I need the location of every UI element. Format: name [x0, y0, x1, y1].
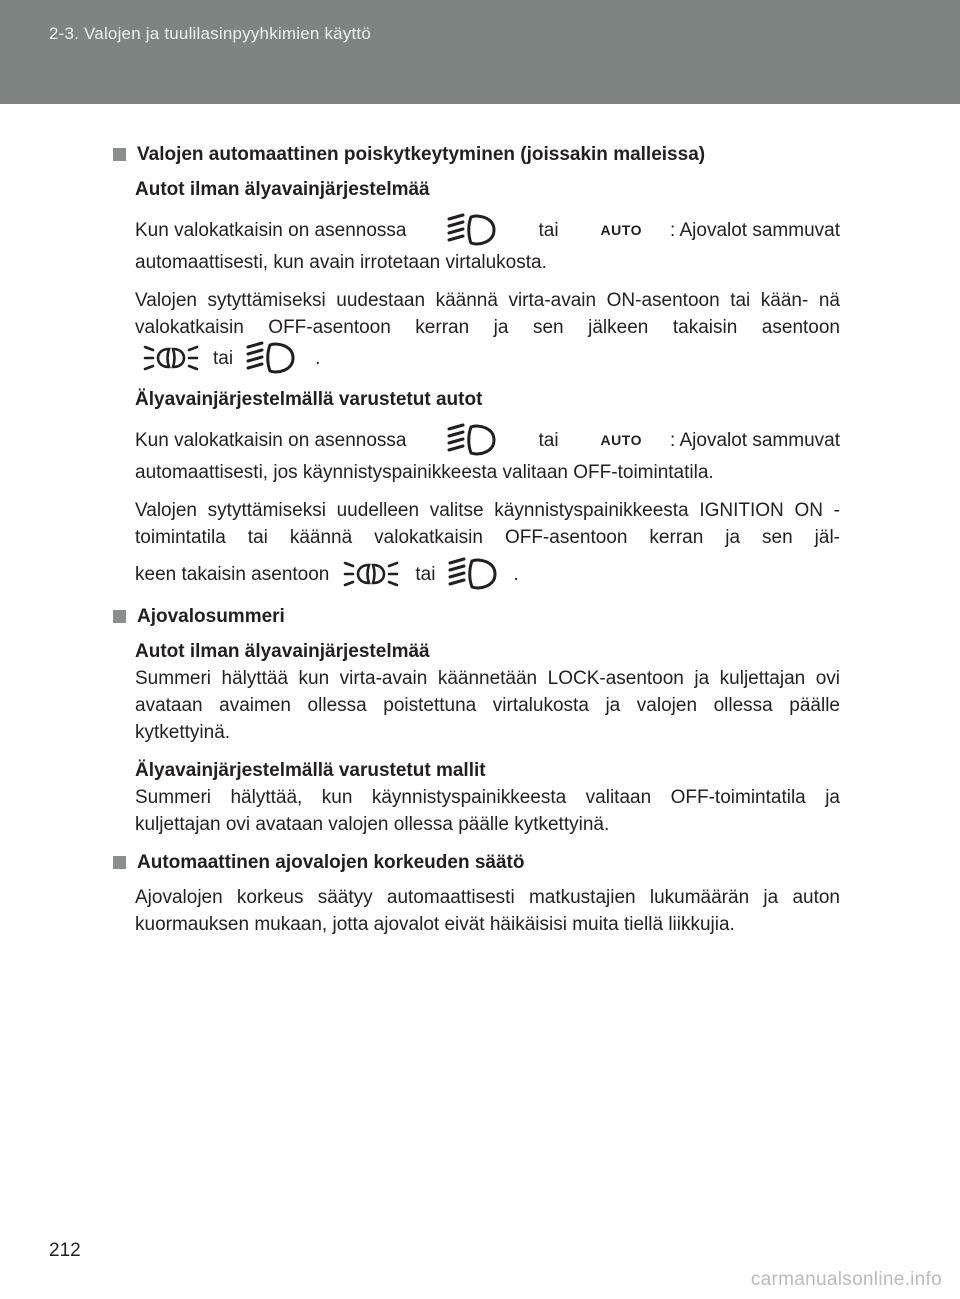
auto-indicator: AUTO [600, 431, 642, 448]
text: keen takaisin asentoon [135, 563, 330, 585]
paragraph-line [135, 213, 840, 247]
subheading: Autot ilman älyavainjärjestelmää [135, 641, 430, 662]
headlight-icon [245, 341, 297, 375]
paragraph-line [135, 423, 840, 457]
section-bullet-icon [113, 610, 126, 623]
text: tai [213, 347, 234, 369]
text: Kun valokatkaisin on asennossa [135, 429, 407, 451]
parking-light-icon [343, 557, 399, 591]
section-body-leveling [113, 884, 840, 938]
subheading: Älyavainjärjestelmällä varustetut mallit [135, 760, 486, 781]
section-heading-buzzer [113, 603, 840, 630]
section-title: Automaattinen ajovalojen korkeuden säätö [137, 852, 525, 873]
paragraph: automaattisesti, kun avain irrotetaan virtalukosta. [135, 252, 547, 273]
text: tai [415, 563, 436, 585]
section-title: Ajovalosummeri [137, 606, 285, 627]
subheading: Älyavainjärjestelmällä varustetut autot [135, 389, 483, 410]
paragraph: Summeri hälyttää kun virta-avain käännetään LOCK-asentoon ja kuljettajan ovi avataan avaimen ollessa poistettuna virtalukosta ja valojen ollessa päälle kytkettyinä. [135, 668, 840, 743]
section-heading-auto-off [113, 141, 840, 168]
section-body-buzzer [113, 638, 840, 838]
headlight-icon [446, 213, 498, 247]
paragraph: Ajovalojen korkeus säätyy automaattisesti matkustajien lukumäärän ja auton kuormauksen mukaan, jotta ajovalot eivät häikäisisi muita tiellä liikkujia. [135, 887, 840, 935]
text: : Ajovalot sammuvat [669, 219, 840, 241]
section-body-auto-off [113, 176, 840, 591]
icon-line [135, 557, 840, 591]
icon-line [135, 341, 840, 375]
chapter-header [0, 0, 960, 104]
section-bullet-icon [113, 148, 126, 161]
headlight-icon [447, 557, 499, 591]
section-heading-leveling [113, 849, 840, 876]
headlight-icon [446, 423, 498, 457]
page-content [113, 141, 840, 949]
parking-light-icon [143, 341, 199, 375]
text: tai [538, 429, 559, 451]
text: Kun valokatkaisin on asennossa [135, 219, 407, 241]
subheading: Autot ilman älyavainjärjestelmää [135, 179, 430, 200]
section-bullet-icon [113, 856, 126, 869]
watermark: carmanualsonline.info [750, 1269, 942, 1290]
paragraph: automaattisesti, jos käynnistyspainikkeesta valitaan OFF-toimintatila. [135, 462, 714, 483]
page-number: 212 [49, 1240, 81, 1261]
text: : Ajovalot sammuvat [669, 429, 840, 451]
auto-indicator: AUTO [600, 221, 642, 238]
text: . [315, 347, 321, 369]
section-title: Valojen automaattinen poiskytkeytyminen (joissakin malleissa) [137, 144, 706, 165]
paragraph: Valojen sytyttämiseksi uudelleen valitse käynnistyspainikkeesta IGNITION ON -toimintatila tai käännä valokatkaisin OFF-asentoon kerran ja sen jäl- [135, 500, 840, 548]
text: tai [538, 219, 559, 241]
text: . [513, 563, 519, 585]
paragraph: Valojen sytyttämiseksi uudestaan käännä virta-avain ON-asentoon tai kään- nä valokatkaisin OFF-asentoon kerran ja sen jälkeen takaisin asentoon [135, 290, 840, 338]
paragraph: Summeri hälyttää, kun käynnistyspainikkeesta valitaan OFF-toimintatila ja kuljettajan ovi avataan valojen ollessa päälle kytkettyinä. [135, 787, 840, 835]
chapter-title: 2-3. Valojen ja tuulilasinpyyhkimien käyttö [49, 24, 372, 43]
